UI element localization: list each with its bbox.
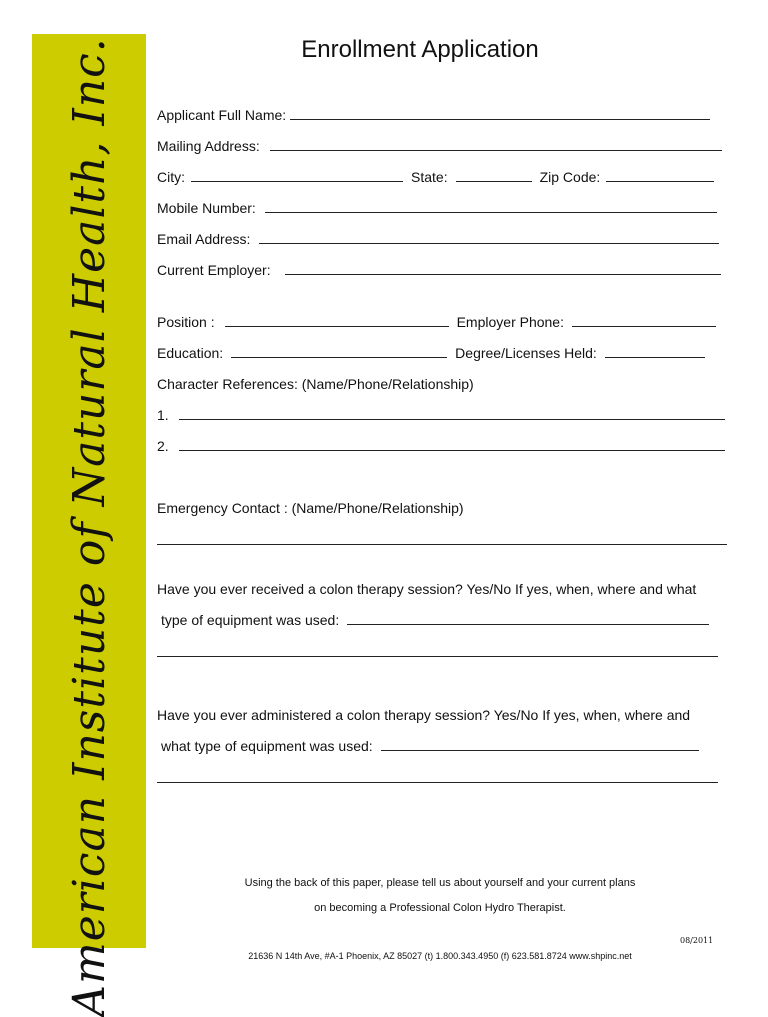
degree-label: Degree/Licenses Held: [455,345,597,361]
q2-line1-row [157,703,757,723]
emergency-label: Emergency Contact : (Name/Phone/Relationship) [157,500,464,516]
mobile-label: Mobile Number: [157,200,256,216]
mailing-address-field[interactable] [270,150,722,151]
employer-row [157,258,757,278]
q2-text: Have you ever administered a colon therapy session? Yes/No If yes, when, where and [157,707,691,723]
q2-line2-row [161,734,761,754]
mailing-address-label: Mailing Address: [157,138,260,154]
employer-phone-label: Employer Phone: [456,314,564,330]
references-label: Character References: (Name/Phone/Relationship) [157,376,474,392]
institute-logo-script: American Institute of Natural Health, Inc. [63,37,115,1017]
emergency-line-row [157,528,757,548]
full-name-row [157,103,757,123]
employer-field[interactable] [285,274,721,275]
email-row [157,227,757,247]
reference-1-row [157,403,757,423]
note-line-1: Using the back of this paper, please tell us about yourself and your current plans [244,877,636,889]
note-line-2: on becoming a Professional Colon Hydro Therapist. [314,902,566,914]
reference-1-field[interactable] [179,419,725,420]
reference-2-label: 2. [157,438,169,454]
q2-equipment-field[interactable] [381,750,699,751]
form-date-code: 08/2011 [680,936,714,945]
reference-2-row [157,434,757,454]
q1-line1-row [157,577,757,597]
position-field[interactable] [225,326,449,327]
q1-equipment-label: type of equipment was used: [161,612,340,628]
education-label: Education: [157,345,224,361]
email-label: Email Address: [157,231,251,247]
employer-label: Current Employer: [157,262,271,278]
sidebar-band [32,34,146,1017]
q2-line3-row [157,766,757,786]
degree-field[interactable] [605,357,705,358]
city-state-zip-row [157,165,757,185]
full-name-field[interactable] [290,119,710,120]
state-label: State: [411,169,448,185]
employer-phone-field[interactable] [572,326,716,327]
references-heading-row [157,372,757,392]
q2-equipment-label: what type of equipment was used: [161,738,373,754]
zip-field[interactable] [606,181,714,182]
emergency-heading-row [157,496,757,516]
mobile-field[interactable] [265,212,717,213]
full-name-label: Applicant Full Name: [157,107,287,123]
q1-extra-field[interactable] [157,656,718,657]
reference-1-label: 1. [157,407,169,423]
page-title: Enrollment Application [301,36,539,63]
city-label: City: [157,169,185,185]
q1-text: Have you ever received a colon therapy session? Yes/No If yes, when, where and what [157,581,697,597]
q1-equipment-field[interactable] [347,624,709,625]
q2-extra-field[interactable] [157,782,718,783]
education-row [157,341,757,361]
state-field[interactable] [456,181,532,182]
city-field[interactable] [191,181,403,182]
education-field[interactable] [231,357,447,358]
q1-line3-row [157,640,757,660]
zip-label: Zip Code: [539,169,601,185]
position-label: Position : [157,314,215,330]
position-row [157,310,757,330]
mailing-address-row [157,134,757,154]
mobile-row [157,196,757,216]
q1-line2-row [161,608,761,628]
footer-contact: 21636 N 14th Ave, #A-1 Phoenix, AZ 85027 (t) 1.800.343.4950 (f) 623.581.8724 www.shpinc.net [248,951,632,961]
email-field[interactable] [259,243,719,244]
reference-2-field[interactable] [179,450,725,451]
emergency-contact-field[interactable] [157,544,727,545]
